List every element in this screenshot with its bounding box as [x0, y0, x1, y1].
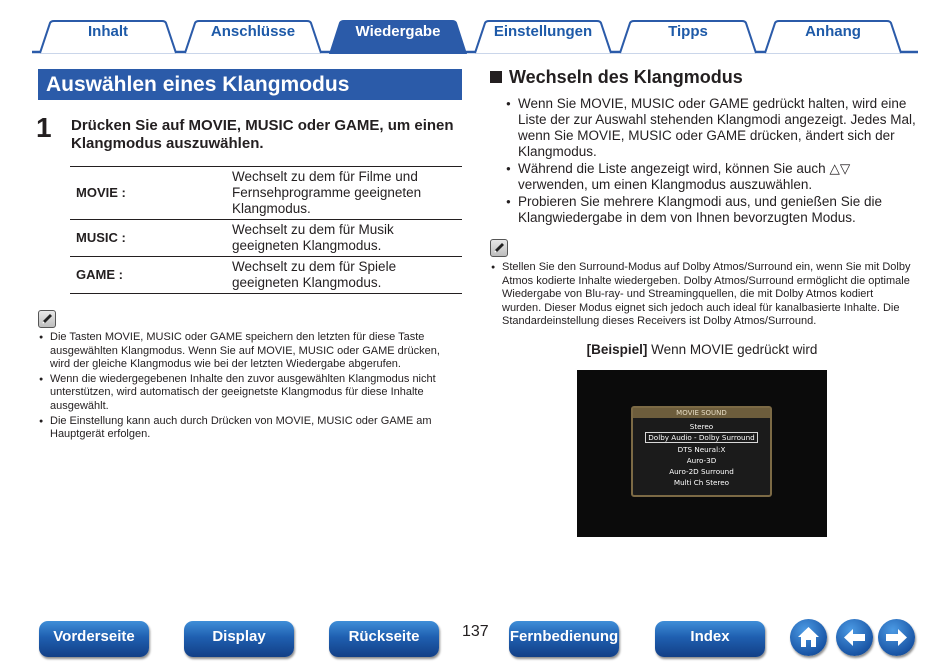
subsection-heading-text: Wechseln des Klangmodus — [509, 67, 743, 87]
step-instruction: Drücken Sie auf MOVIE, MUSIC oder GAME, um einen Klangmodus auszuwählen. — [71, 117, 454, 152]
list-item: ● Wenn die wiedergegebenen Inhalte den zuvor ausgewählten Klangmodus nicht unterstützen, wird automatisch der geeignetste Klangmodus für diese Inhalte ausgewählt. — [39, 373, 454, 414]
tab-anschluesse[interactable] — [183, 20, 323, 54]
tab-label: Anschlüsse — [210, 23, 296, 40]
list-item: ● Stellen Sie den Surround-Modus auf Dolby Atmos/Surround ein, wenn Sie mit Dolby Atmos kodierte Inhalte wiedergeben. Dolby Atmos/Surround ermöglicht die optimale Wiedergabe von Blu-ray- und Streamingquellen, die mit Dolby Atmos kodiert wurden. Dieser Modus eignet sich jedoch auch ideal für kanalbasierte Inhalte. Die Standardeinstellung dieses Receivers ist Dolby Atmos/Surround. — [491, 261, 913, 329]
osd-item: Multi Ch Stereo — [673, 478, 730, 488]
osd-menu — [631, 406, 772, 497]
nav-button-display[interactable]: Display — [184, 621, 294, 657]
tab-label: Wiedergabe — [355, 23, 441, 40]
mode-key: GAME : — [70, 257, 228, 294]
mode-description: Wechselt zu dem für Spiele geeigneten Klangmodus. — [228, 257, 462, 294]
nav-button-index[interactable]: Index — [655, 621, 765, 657]
mode-table — [70, 166, 462, 294]
subsection-heading — [490, 67, 743, 88]
tab-label: Anhang — [805, 23, 861, 40]
step-number: 1 — [36, 112, 52, 143]
bullet-list-right — [506, 96, 916, 227]
osd-screenshot — [577, 370, 827, 537]
page-number: 137 — [462, 623, 489, 640]
nav-button-vorderseite[interactable]: Vorderseite — [39, 621, 149, 657]
mode-key: MUSIC : — [70, 220, 228, 257]
osd-item-selected: Dolby Audio - Dolby Surround — [633, 432, 770, 443]
tab-wiedergabe[interactable] — [328, 20, 468, 54]
square-bullet-icon — [490, 71, 502, 83]
osd-item: Stereo — [689, 422, 714, 431]
list-item: ● Während die Liste angezeigt wird, können Sie auch △▽ verwenden, um einen Klangmodus auszuwählen. — [506, 161, 916, 193]
table-row — [70, 220, 462, 257]
tab-label: Inhalt — [88, 23, 128, 40]
table-row — [70, 257, 462, 294]
osd-item: DTS Neural:X — [677, 444, 726, 454]
tab-label: Einstellungen — [493, 23, 593, 40]
example-text: Wenn MOVIE gedrückt wird — [651, 342, 818, 357]
osd-item: Auro-2D Surround — [669, 467, 734, 477]
pencil-note-icon — [490, 239, 508, 257]
note-list-left — [39, 331, 454, 443]
back-arrow-icon[interactable] — [836, 619, 873, 656]
osd-item: Auro-3D — [686, 455, 717, 465]
forward-arrow-icon[interactable] — [878, 619, 915, 656]
section-title: Auswählen eines Klangmodus — [38, 69, 462, 100]
tab-tipps[interactable] — [618, 20, 758, 54]
mode-key: MOVIE : — [70, 167, 228, 220]
nav-button-rueckseite[interactable]: Rückseite — [329, 621, 439, 657]
list-item: ● Die Tasten MOVIE, MUSIC oder GAME speichern den letzten für diese Taste ausgewählten Klangmodus. Wenn Sie auf MOVIE, MUSIC oder GAME drücken, wird der gleiche Klangmodus wie bei der letzten Wiedergabe abgerufen. — [39, 331, 454, 372]
tab-label: Tipps — [668, 23, 708, 40]
tab-anhang[interactable] — [763, 20, 903, 54]
tab-inhalt[interactable] — [38, 20, 178, 54]
note-list-right — [491, 261, 913, 330]
nav-button-fernbedienung[interactable]: Fernbedienung — [509, 621, 619, 657]
list-item: ● Probieren Sie mehrere Klangmodi aus, und genießen Sie die Klangwiedergabe in dem von Ihnen bevorzugten Modus. — [506, 194, 916, 226]
list-item: ● Die Einstellung kann auch durch Drücken von MOVIE, MUSIC oder GAME am Hauptgerät erfolgen. — [39, 415, 454, 442]
mode-description: Wechselt zu dem für Musik geeigneten Klangmodus. — [228, 220, 462, 257]
list-item: ● Wenn Sie MOVIE, MUSIC oder GAME gedrückt halten, wird eine Liste der zur Auswahl stehenden Klangmodi angezeigt. Jedes Mal, wenn Sie MOVIE, MUSIC oder GAME drücken, ändert sich der Klangmodus. — [506, 96, 916, 160]
pencil-note-icon — [38, 310, 56, 328]
table-row — [70, 167, 462, 220]
home-icon[interactable] — [790, 619, 827, 656]
mode-description: Wechselt zu dem für Filme und Fernsehprogramme geeigneten Klangmodus. — [228, 167, 462, 220]
osd-header: MOVIE SOUND — [633, 408, 770, 418]
example-label: [Beispiel] — [586, 342, 648, 357]
example-caption — [578, 342, 826, 357]
tab-einstellungen[interactable] — [473, 20, 613, 54]
